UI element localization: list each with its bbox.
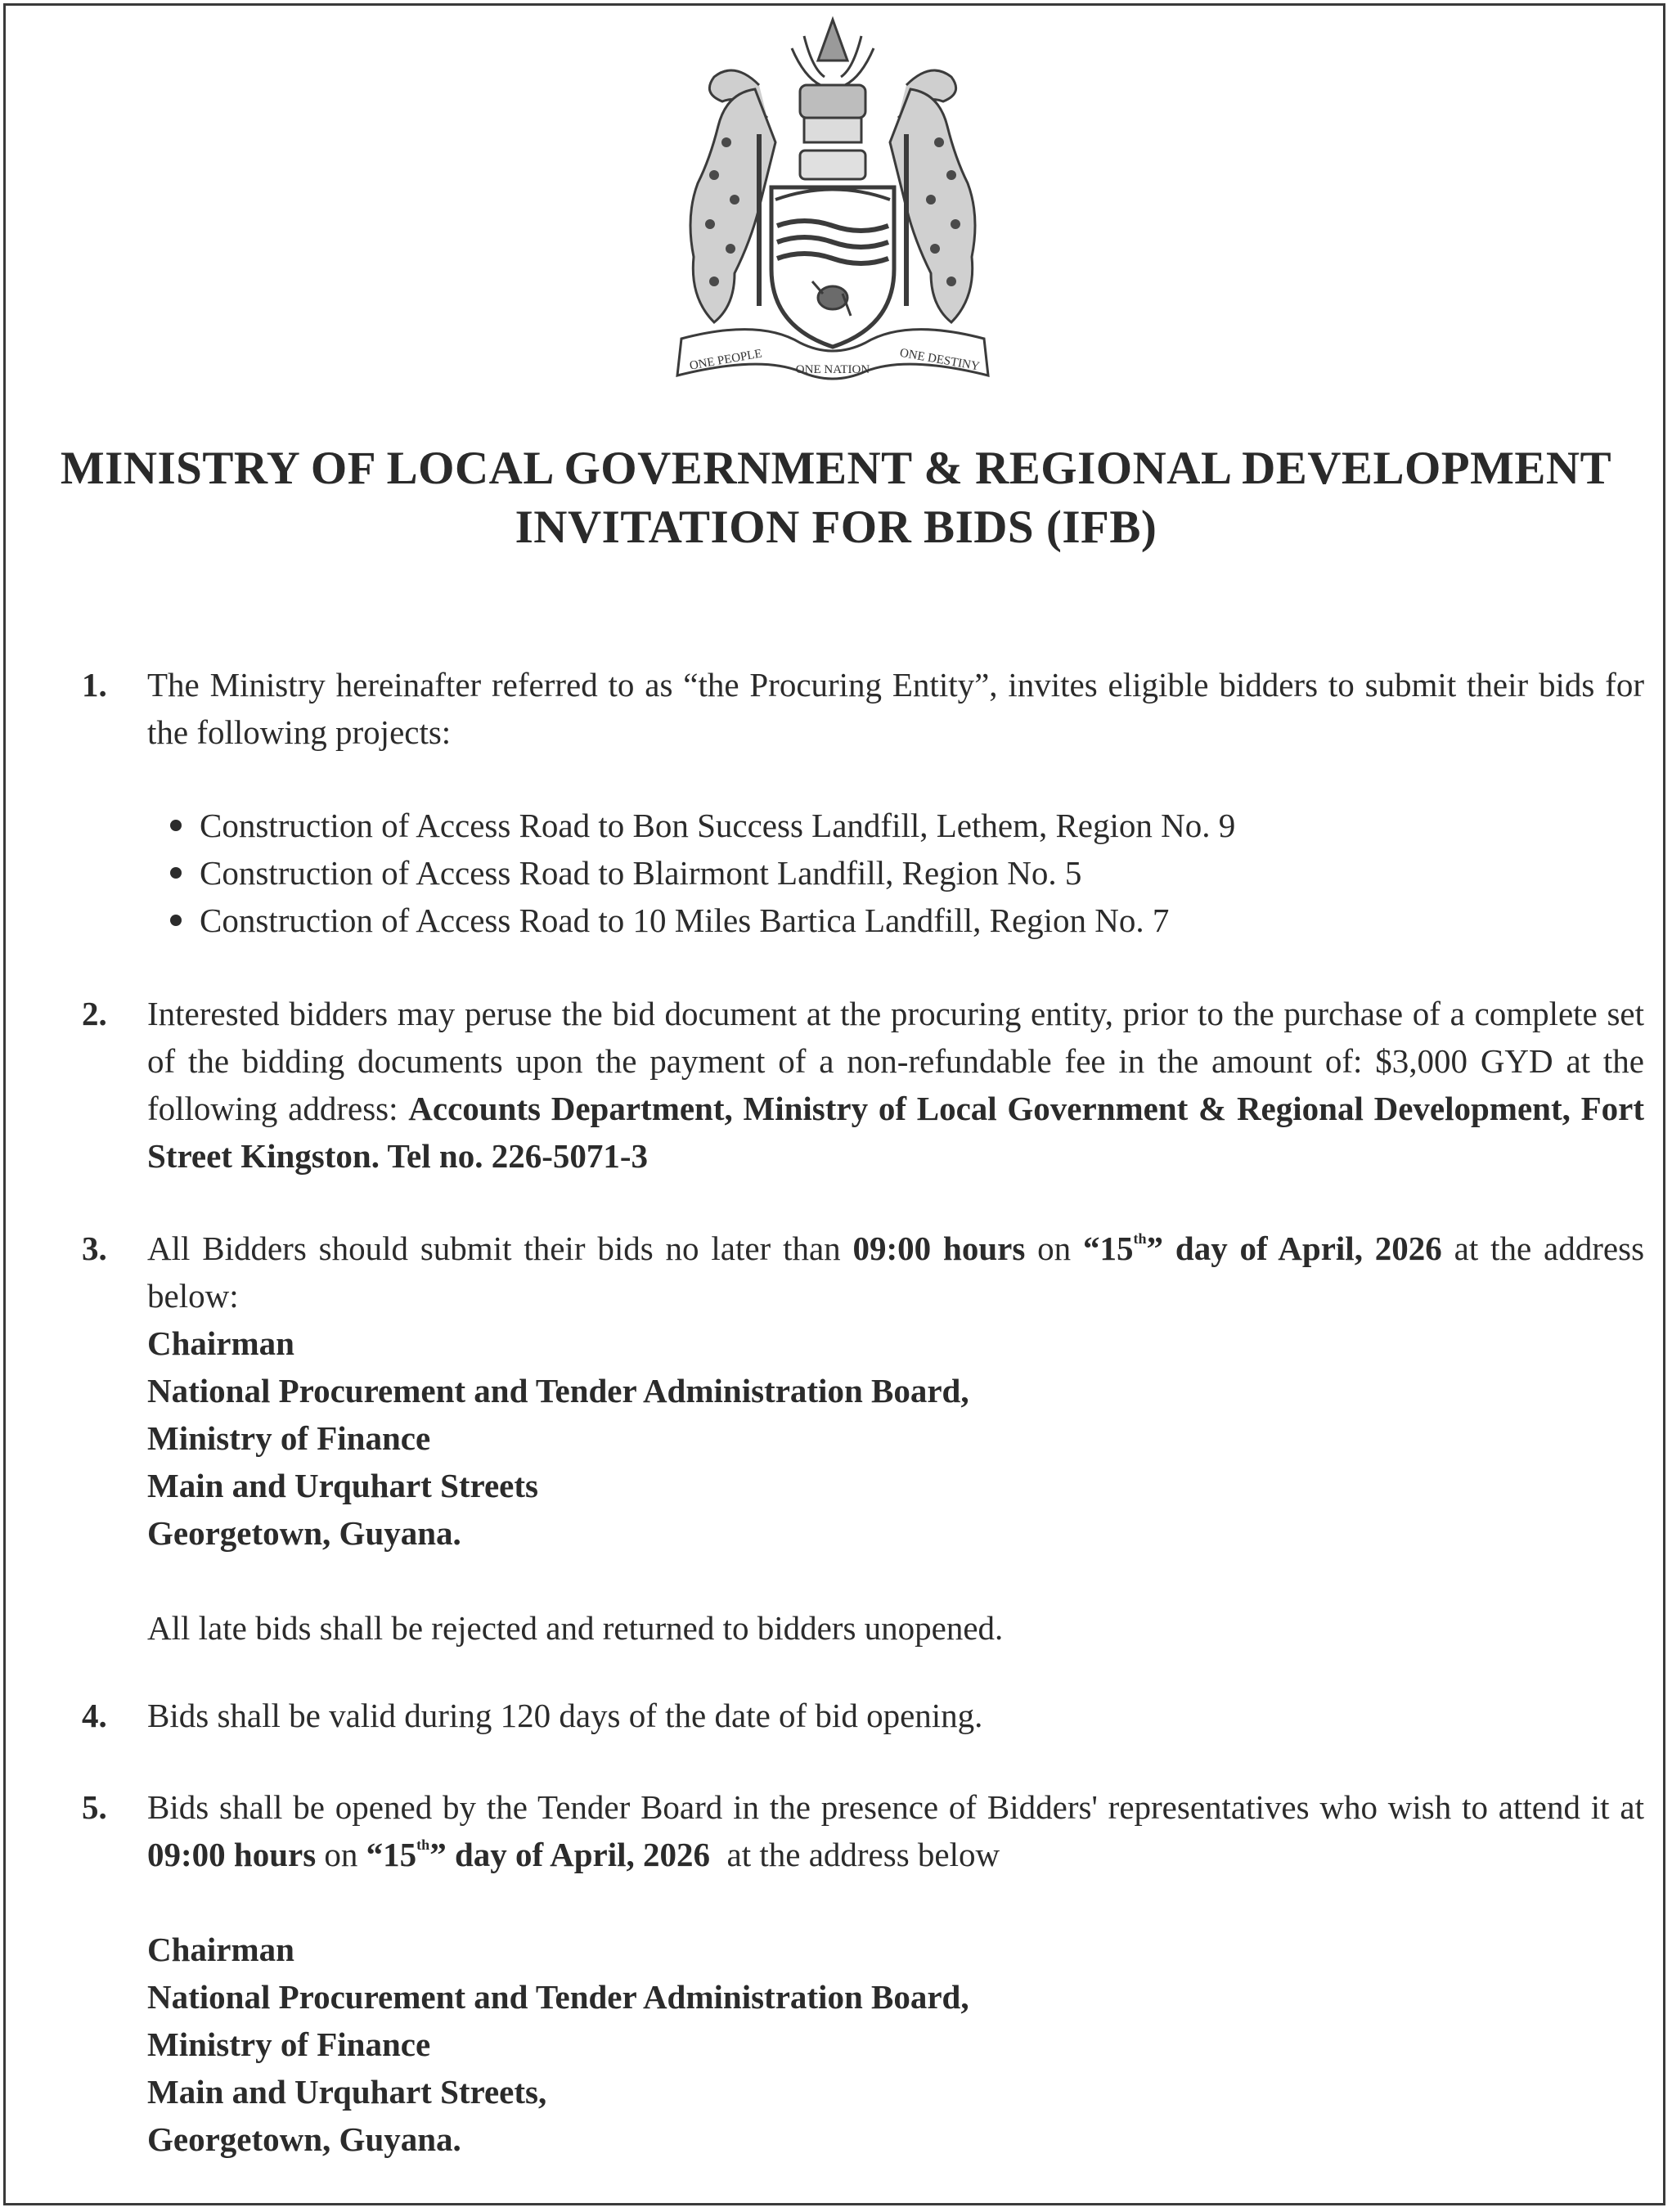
- list-item: Construction of Access Road to Blairmont Landfill, Region No. 5: [169, 849, 1644, 897]
- submission-time: 09:00 hours: [852, 1230, 1026, 1267]
- section-3-text: at the address below:: [147, 1230, 1645, 1315]
- accounts-address: Accounts Department, Ministry of Local Government & Regional Development, Fort Street Kingston. Tel no. 226-5071-3: [147, 1090, 1644, 1175]
- late-bids-note: All late bids shall be rejected and returned to bidders unopened.: [147, 1609, 1004, 1647]
- guyana-coat-of-arms: [636, 11, 1029, 388]
- date-month-year: ” day of April, 2026: [429, 1836, 711, 1873]
- section-4: [72, 1692, 1644, 1739]
- ministry-title: MINISTRY OF LOCAL GOVERNMENT & REGIONAL DEVELOPMENT: [60, 443, 1612, 494]
- section-5-text: Bids shall be opened by the Tender Board in the presence of Bidders' representatives who wish to attend it at: [147, 1788, 1644, 1826]
- opening-time: 09:00 hours: [147, 1836, 317, 1873]
- section-4-text: Bids shall be valid during 120 days of the date of bid opening.: [147, 1697, 983, 1734]
- opening-address: [147, 1926, 1644, 2163]
- motto-center: ONE NATION: [795, 363, 870, 376]
- address-line: Main and Urquhart Streets: [147, 1467, 538, 1504]
- project-list: [72, 802, 1644, 944]
- section-number: 1.: [82, 666, 107, 704]
- motto-left: ONE PEOPLE: [688, 347, 763, 373]
- section-2-text: Interested bidders may peruse the bid document at the procuring entity, prior to the purchase of a complete set of the bidding documents upon the payment of a non-refundable fee in the amount of: $3,000 GYD at the following address:: [147, 995, 1644, 1127]
- list-item: Construction of Access Road to Bon Success Landfill, Lethem, Region No. 9: [169, 802, 1644, 849]
- date-day: “15: [1083, 1230, 1134, 1267]
- address-line: Chairman: [147, 1931, 294, 1968]
- date-month-year: ” day of April, 2026: [1146, 1230, 1442, 1267]
- section-3-text: All Bidders should submit their bids no later than: [147, 1230, 853, 1267]
- section-number: 4.: [82, 1697, 107, 1734]
- list-item: Construction of Access Road to 10 Miles Bartica Landfill, Region No. 7: [169, 897, 1644, 944]
- section-5-text: at the address below: [710, 1836, 1000, 1873]
- address-line: Georgetown, Guyana.: [147, 2120, 461, 2158]
- section-5-text: on: [316, 1836, 366, 1873]
- address-line: Chairman: [147, 1324, 294, 1362]
- address-line: Ministry of Finance: [147, 1419, 431, 1457]
- section-3: [72, 1225, 1644, 1652]
- ifb-title: INVITATION FOR BIDS (IFB): [515, 501, 1157, 553]
- section-number: 5.: [82, 1788, 107, 1826]
- section-1: [72, 661, 1644, 756]
- address-line: National Procurement and Tender Administration Board,: [147, 1372, 969, 1409]
- section-1-text: The Ministry hereinafter referred to as “the Procuring Entity”, invites eligible bidders to submit their bids for the following projects:: [147, 666, 1644, 751]
- submission-address: [147, 1320, 1644, 1557]
- date-suffix: th: [1133, 1230, 1147, 1247]
- address-line: Main and Urquhart Streets,: [147, 2073, 547, 2111]
- date-day: “15: [366, 1836, 417, 1873]
- section-number: 2.: [82, 995, 107, 1032]
- submission-date: [1083, 1230, 1442, 1267]
- motto-right: ONE DESTINY: [898, 346, 981, 374]
- section-5: [72, 1783, 1644, 2163]
- opening-date: [366, 1836, 710, 1873]
- address-line: Georgetown, Guyana.: [147, 1514, 461, 1552]
- address-line: Ministry of Finance: [147, 2025, 431, 2063]
- section-2: [72, 990, 1644, 1180]
- date-suffix: th: [416, 1837, 430, 1853]
- section-3-text: on: [1025, 1230, 1084, 1267]
- address-line: National Procurement and Tender Administration Board,: [147, 1978, 969, 2016]
- section-number: 3.: [82, 1230, 107, 1267]
